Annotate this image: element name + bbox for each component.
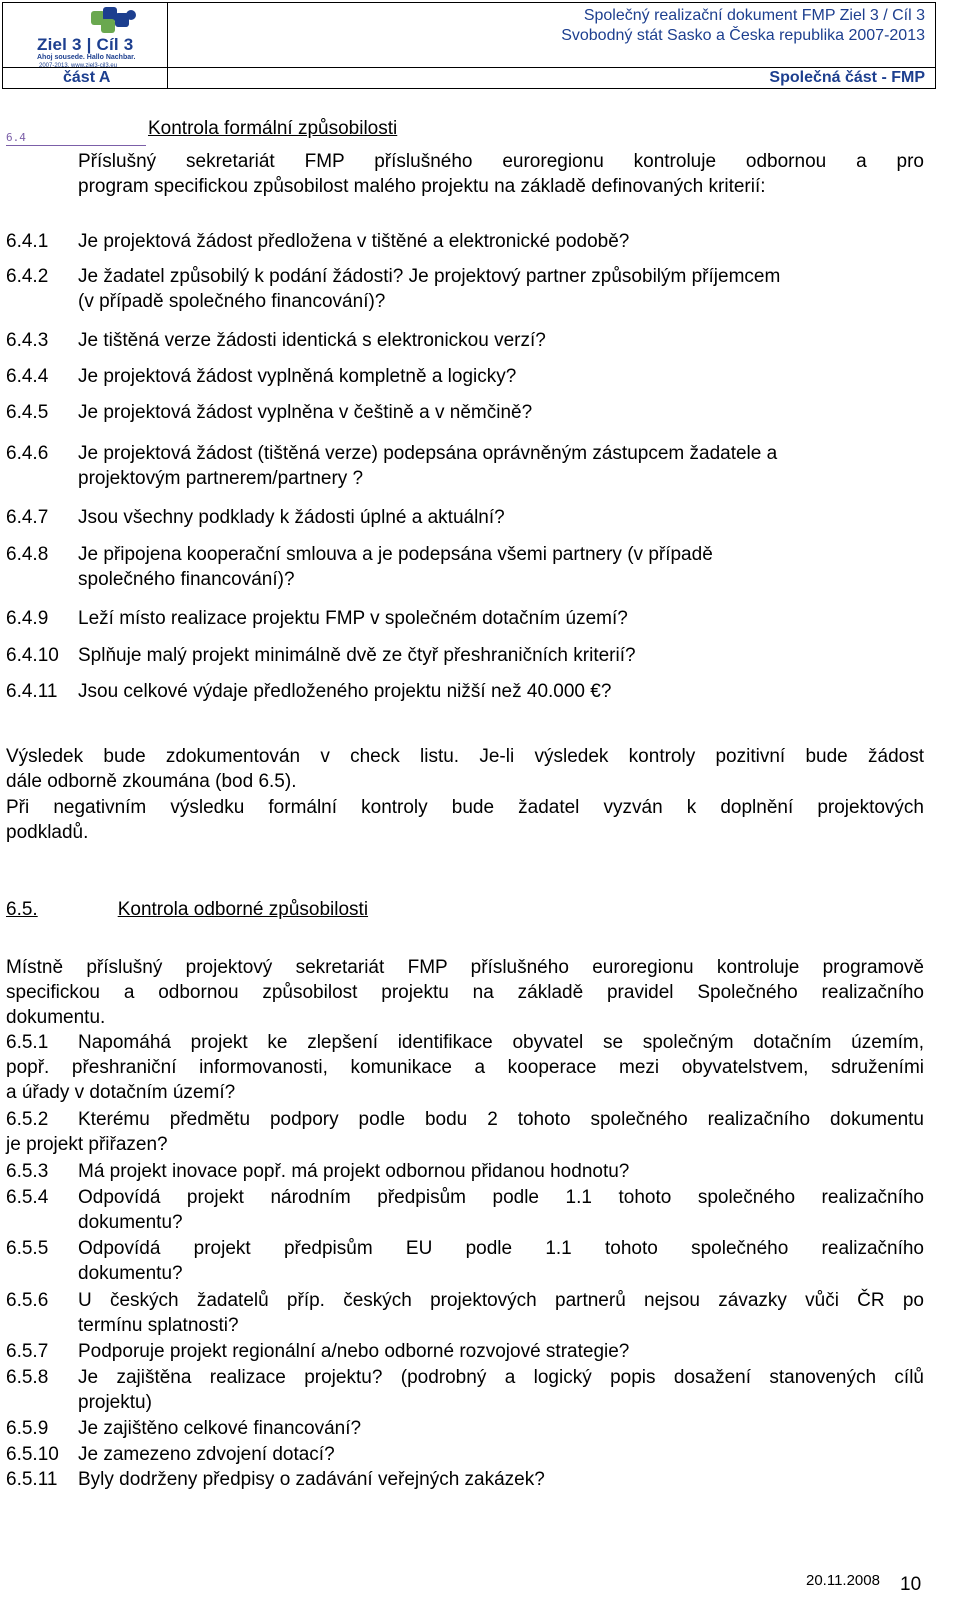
intro-line: specifickou a odbornou způsobilost projektu na základě pravidel Společného realizačního bbox=[6, 982, 924, 1003]
intro-line: program specifickou způsobilost malého projektu na základě definovaných kriterií: bbox=[78, 176, 766, 197]
item-number: 6.4.1 bbox=[6, 231, 49, 252]
item-number: 6.5.1 bbox=[6, 1032, 49, 1053]
puzzle-logo-icon bbox=[87, 5, 147, 37]
item-text: projektovým partnerem/partnery ? bbox=[78, 468, 364, 489]
item-number: 6.5.10 bbox=[6, 1444, 59, 1465]
item-text: Je projektová žádost předložena v tištěné a elektronické podobě? bbox=[78, 231, 630, 252]
item-text: Je projektová žádost vyplněna v češtině a v němčině? bbox=[78, 402, 533, 423]
item-text: projektu) bbox=[78, 1392, 152, 1413]
item-text: Je připojena kooperační smlouva a je podepsána všemi partnery (v případě bbox=[78, 544, 713, 565]
section-title: Kontrola odborné způsobilosti bbox=[117, 899, 369, 920]
item-number: 6.4.7 bbox=[6, 507, 49, 528]
item-text: termínu splatnosti? bbox=[78, 1315, 239, 1336]
item-text: Kterému předmětu podpory podle bodu 2 tohoto společného realizačního dokumentu bbox=[78, 1109, 924, 1130]
item-number: 6.5.6 bbox=[6, 1290, 49, 1311]
intro-line: Příslušný sekretariát FMP příslušného euroregionu kontroluje odbornou a pro bbox=[78, 151, 924, 172]
header-divider-vertical bbox=[167, 3, 168, 88]
result-text: Při negativním výsledku formální kontroly bude žadatel vyzván k doplnění projektových bbox=[6, 797, 924, 818]
footer-date: 20.11.2008 bbox=[806, 1572, 880, 1589]
item-text: popř. přeshraniční informovanosti, komunikace a kooperace mezi obyvatelstvem, sdruženími bbox=[6, 1057, 924, 1078]
item-number: 6.5.11 bbox=[6, 1469, 58, 1490]
item-text: Leží místo realizace projektu FMP v společném dotačním území? bbox=[78, 608, 628, 629]
page-header bbox=[2, 2, 936, 89]
intro-line: dokumentu. bbox=[6, 1007, 106, 1028]
page-number: 10 bbox=[900, 1574, 922, 1595]
item-text: Splňuje malý projekt minimálně dvě ze čtyř přeshraničních kriterií? bbox=[78, 645, 636, 666]
item-number: 6.4.8 bbox=[6, 544, 49, 565]
item-text: Má projekt inovace popř. má projekt odbornou přidanou hodnotu? bbox=[78, 1161, 630, 1182]
header-divider-horizontal bbox=[3, 67, 935, 68]
document-title: Společný realizační dokument FMP Ziel 3 / Cíl 3 bbox=[583, 7, 925, 24]
item-number: 6.5.7 bbox=[6, 1341, 49, 1362]
item-text: dokumentu? bbox=[78, 1263, 183, 1284]
result-text: dále odborně zkoumána (bod 6.5). bbox=[6, 771, 297, 792]
section-number: 6.5. bbox=[6, 899, 38, 920]
item-text: Je projektová žádost vyplněná kompletně a logicky? bbox=[78, 366, 517, 387]
item-text: Jsou všechny podklady k žádosti úplné a aktuální? bbox=[78, 507, 505, 528]
item-number: 6.5.3 bbox=[6, 1161, 49, 1182]
item-number: 6.4.6 bbox=[6, 443, 49, 464]
document-subtitle: Svobodný stát Sasko a Česka republika 2007-2013 bbox=[561, 27, 925, 44]
item-number: 6.4.10 bbox=[6, 645, 59, 666]
item-number: 6.4.2 bbox=[6, 266, 49, 287]
item-text: U českých žadatelů příp. českých projektových partnerů nejsou závazky vůči ČR po bbox=[78, 1290, 924, 1311]
item-number: 6.5.8 bbox=[6, 1367, 49, 1388]
item-text: dokumentu? bbox=[78, 1212, 183, 1233]
logo-text: Ziel 3 | Cíl 3 bbox=[37, 35, 134, 54]
item-number: 6.5.4 bbox=[6, 1187, 49, 1208]
item-text: Je zamezeno zdvojení dotací? bbox=[78, 1444, 335, 1465]
item-text: Jsou celkové výdaje předloženého projektu nižší než 40.000 €? bbox=[78, 681, 612, 702]
item-text: Byly dodrženy předpisy o zadávání veřejných zakázek? bbox=[78, 1469, 545, 1490]
item-number: 6.4.9 bbox=[6, 608, 49, 629]
intro-line: Místně příslušný projektový sekretariát FMP příslušného euroregionu kontroluje programově bbox=[6, 957, 924, 978]
section-anchor[interactable]: 6.4 bbox=[6, 131, 26, 144]
item-text: Je zajištěno celkové financování? bbox=[78, 1418, 362, 1439]
item-number: 6.4.4 bbox=[6, 366, 49, 387]
item-text: je projekt přiřazen? bbox=[6, 1134, 168, 1155]
item-number: 6.5.2 bbox=[6, 1109, 49, 1130]
section-heading-6-4: Kontrola formální způsobilosti bbox=[148, 118, 398, 139]
item-text: Odpovídá projekt národním předpisům podle 1.1 tohoto společného realizačního bbox=[78, 1187, 924, 1208]
item-text: Napomáhá projekt ke zlepšení identifikace obyvatel se společným dotačním územím, bbox=[78, 1032, 924, 1053]
item-text: (v případě společného financování)? bbox=[78, 291, 386, 312]
item-number: 6.5.5 bbox=[6, 1238, 49, 1259]
item-text: Odpovídá projekt předpisům EU podle 1.1 tohoto společného realizačního bbox=[78, 1238, 924, 1259]
result-text: Výsledek bude zdokumentován v check listu. Je-li výsledek kontroly pozitivní bude žádost bbox=[6, 746, 924, 767]
anchor-underline bbox=[6, 145, 146, 146]
result-text: podkladů. bbox=[6, 822, 89, 843]
item-number: 6.4.11 bbox=[6, 681, 58, 702]
item-text: společného financování)? bbox=[78, 569, 295, 590]
item-text: Podporuje projekt regionální a/nebo odborné rozvojové strategie? bbox=[78, 1341, 630, 1362]
item-text: a úřady v dotačním území? bbox=[6, 1082, 236, 1103]
ziel3-logo bbox=[7, 5, 163, 69]
part-title: Společná část - FMP bbox=[769, 69, 925, 86]
section-heading-6-5 bbox=[6, 897, 448, 922]
item-number: 6.5.9 bbox=[6, 1418, 49, 1439]
item-text: Je projektová žádost (tištěná verze) podepsána oprávněným zástupcem žadatele a bbox=[78, 443, 778, 464]
item-number: 6.4.3 bbox=[6, 330, 49, 351]
item-number: 6.4.5 bbox=[6, 402, 49, 423]
logo-tagline: Ahoj sousede. Hallo Nachbar. bbox=[37, 54, 136, 61]
item-text: Je zajištěna realizace projektu? (podrobný a logický popis dosažení stanovených cílů bbox=[78, 1367, 924, 1388]
part-label: část A bbox=[63, 69, 111, 86]
logo-url: 2007-2013, www.ziel3-cil3.eu bbox=[39, 63, 118, 69]
item-text: Je tištěná verze žádosti identická s elektronickou verzí? bbox=[78, 330, 546, 351]
item-text: Je žadatel způsobilý k podání žádosti? Je projektový partner způsobilým příjemcem bbox=[78, 266, 781, 287]
